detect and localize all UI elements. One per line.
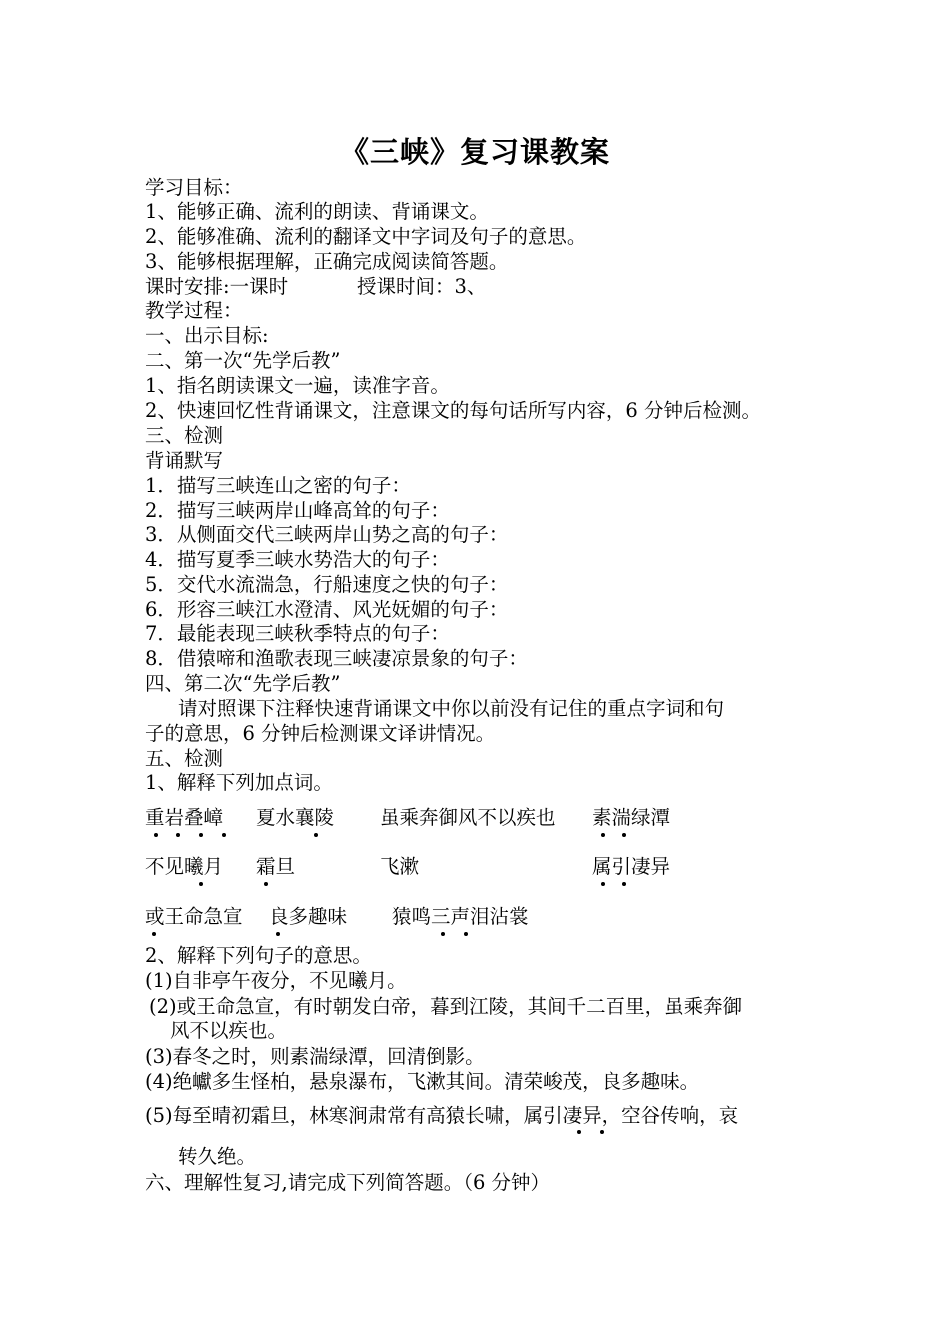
emphasis-dot [464,932,468,936]
section-heading: 二、第一次“先学后教” [145,349,341,372]
sentence-item: (2)或王命急宣，有时朝发白帝，暮到江陵，其间千二百里，虽乘奔御 [149,995,743,1018]
emphasis-dot [601,833,605,837]
recitation-item: 7．最能表现三峡秋季特点的句子： [145,622,450,645]
emphasis-dot [600,1130,604,1134]
recitation-item: 5．交代水流湍急，行船速度之快的句子： [145,573,509,596]
word-item: 虽乘奔御风不以疾也 [380,806,556,829]
section-item: 1、指名朗读课文一遍，读准字音。 [145,374,450,397]
section-item: 2、快速回忆性背诵课文，注意课文的每句话所写内容，6 分钟后检测。 [145,399,762,422]
section-heading: 五、检测 [145,747,224,770]
emphasis-dot [176,833,180,837]
objective-item: 1、能够正确、流利的朗读、背诵课文。 [145,200,489,223]
sentence-item: (1)自非亭午夜分，不见曦月。 [145,969,407,992]
word-item: 属引凄异 [592,855,671,878]
emphasis-dot [222,833,226,837]
word-item: 夏水襄陵 [256,806,335,829]
question-heading: 2、解释下列句子的意思。 [145,944,372,967]
schedule-hours: 课时安排:一课时 [145,275,289,298]
emphasis-dot [601,882,605,886]
emphasis-dot [577,1130,581,1134]
emphasis-dot [441,932,445,936]
objective-item: 2、能够准确、流利的翻译文中字词及句子的意思。 [145,225,587,248]
section-heading: 六、理解性复习,请完成下列简答题。（6 分钟） [145,1171,551,1194]
objective-item: 3、能够根据理解，正确完成阅读简答题。 [145,250,509,273]
word-item: 猿鸣三声泪沾裳 [392,905,529,928]
recitation-item: 1．描写三峡连山之密的句子： [145,474,411,497]
word-item: 素湍绿潭 [592,806,671,829]
paragraph-line: 子的意思，6 分钟后检测课文译讲情况。 [145,722,496,745]
sentence-item: 风不以疾也。 [170,1019,288,1042]
question-heading: 1、解释下列加点词。 [145,771,333,794]
emphasis-dot [264,882,268,886]
section-heading: 一、出示目标: [145,324,269,347]
word-item: 良多趣味 [269,905,348,928]
schedule-time: 授课时间：3、 [357,275,487,298]
emphasis-dot [199,882,203,886]
emphasis-dot [199,833,203,837]
word-item: 飞漱 [380,855,420,878]
section-heading: 三、检测 [145,424,224,447]
section-heading: 四、第二次“先学后教” [145,672,341,695]
emphasis-dot [622,882,626,886]
sentence-item: (5)每至晴初霜旦，林寒涧肃常有高猿长啸，属引凄异，空谷传响，哀 [145,1104,739,1127]
word-item: 霜旦 [256,855,296,878]
word-item: 重岩叠嶂 [145,806,224,829]
emphasis-dot [154,833,158,837]
sentence-item: 转久绝。 [178,1145,257,1168]
emphasis-dot [314,833,318,837]
recitation-item: 2．描写三峡两岸山峰高耸的句子： [145,499,450,522]
recitation-item: 6．形容三峡江水澄清、风光妩媚的句子： [145,598,509,621]
sentence-item: (3)春冬之时，则素湍绿潭，回清倒影。 [145,1045,485,1068]
page-title: 《三峡》复习课教案 [339,135,610,169]
recitation-item: 8．借猿啼和渔歌表现三峡凄凉景象的句子： [145,647,528,670]
objectives-heading: 学习目标： [145,176,243,199]
word-item: 或王命急宣 [145,905,243,928]
process-heading: 教学过程： [145,299,243,322]
emphasis-dot [622,833,626,837]
paragraph-line: 请对照课下注释快速背诵课文中你以前没有记住的重点字词和句 [178,697,725,720]
emphasis-dot [152,932,156,936]
sentence-item: (4)绝巘多生怪柏，悬泉瀑布，飞漱其间。清荣峻茂，良多趣味。 [145,1070,700,1093]
section-subheading: 背诵默写 [145,449,224,472]
recitation-item: 3．从侧面交代三峡两岸山势之高的句子： [145,523,509,546]
word-item: 不见曦月 [145,855,224,878]
recitation-item: 4．描写夏季三峡水势浩大的句子： [145,548,450,571]
emphasis-dot [276,932,280,936]
